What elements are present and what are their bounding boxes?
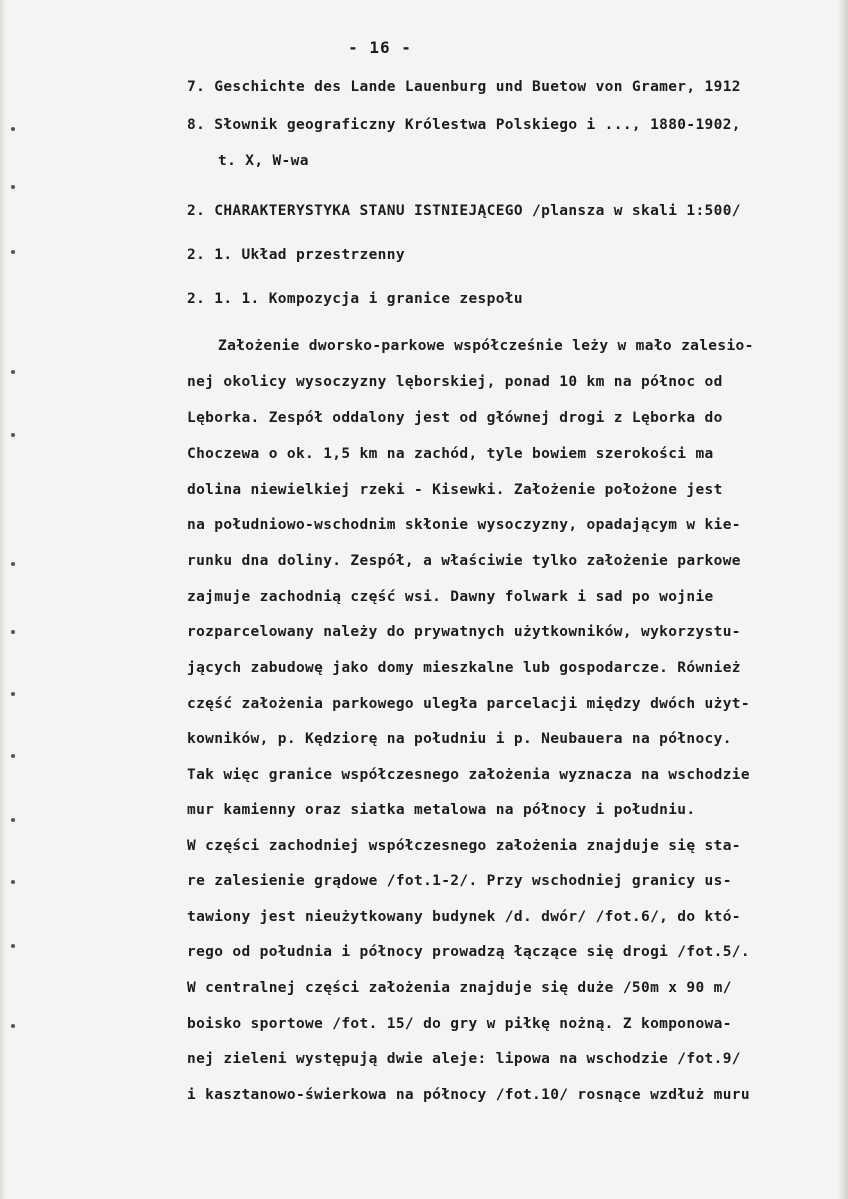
body-text-line: mur kamienny oraz siatka metalowa na północy i południu.: [187, 802, 696, 818]
body-text-line: runku dna doliny. Zespół, a właściwie tylko założenie parkowe: [187, 553, 741, 569]
scan-artifact-dot: [11, 127, 15, 131]
page-number: - 16 -: [348, 38, 412, 57]
scan-artifact-dot: [11, 880, 15, 884]
body-text-line: nej zieleni występują dwie aleje: lipowa na wschodzie /fot.9/: [187, 1051, 741, 1067]
scan-artifact-dot: [11, 185, 15, 189]
body-text-line: boisko sportowe /fot. 15/ do gry w piłkę nożną. Z komponowa-: [187, 1016, 732, 1032]
body-text-line: Założenie dworsko-parkowe współcześnie leży w mało zalesio-: [218, 338, 754, 354]
body-text-line: re zalesienie grądowe /fot.1-2/. Przy wschodniej granicy us-: [187, 873, 732, 889]
body-text-line: rego od południa i północy prowadzą łączące się drogi /fot.5/.: [187, 944, 750, 960]
body-text-line: Choczewa o ok. 1,5 km na zachód, tyle bowiem szerokości ma: [187, 446, 714, 462]
body-text-line: W części zachodniej współczesnego założenia znajduje się sta-: [187, 838, 741, 854]
subsection-heading: 2. 1. Układ przestrzenny: [187, 247, 405, 263]
scan-artifact-dot: [11, 818, 15, 822]
scan-artifact-dot: [11, 944, 15, 948]
body-text-line: kowników, p. Kędziorę na południu i p. Neubauera na północy.: [187, 731, 732, 747]
body-text-line: i kasztanowo-świerkowa na północy /fot.10/ rosnące wzdłuż muru: [187, 1087, 750, 1103]
scan-artifact-dot: [11, 433, 15, 437]
page-left-edge: [0, 0, 6, 1199]
body-text-line: część założenia parkowego uległa parcelacji między dwóch użyt-: [187, 696, 750, 712]
body-text-line: na południowo-wschodnim skłonie wysoczyzny, opadającym w kie-: [187, 517, 741, 533]
section-heading: 2. CHARAKTERYSTYKA STANU ISTNIEJĄCEGO /plansza w skali 1:500/: [187, 203, 741, 219]
scan-artifact-dot: [11, 630, 15, 634]
subsubsection-heading: 2. 1. 1. Kompozycja i granice zespołu: [187, 291, 523, 307]
body-text-line: Lęborka. Zespół oddalony jest od głównej drogi z Lęborka do: [187, 410, 723, 426]
scan-artifact-dot: [11, 1024, 15, 1028]
body-text-line: dolina niewielkiej rzeki - Kisewki. Założenie położone jest: [187, 482, 723, 498]
bibliography-item-7: 7. Geschichte des Lande Lauenburg und Buetow von Gramer, 1912: [187, 79, 741, 95]
body-text-line: nej okolicy wysoczyzny lęborskiej, ponad 10 km na północ od: [187, 374, 723, 390]
body-text-line: W centralnej części założenia znajduje się duże /50m x 90 m/: [187, 980, 732, 996]
scan-artifact-dot: [11, 562, 15, 566]
scan-artifact-dot: [11, 370, 15, 374]
page-right-edge: [838, 0, 848, 1199]
body-text-line: Tak więc granice współczesnego założenia wyznacza na wschodzie: [187, 767, 750, 783]
body-text-line: zajmuje zachodnią część wsi. Dawny folwark i sad po wojnie: [187, 589, 714, 605]
body-text-line: tawiony jest nieużytkowany budynek /d. dwór/ /fot.6/, do któ-: [187, 909, 741, 925]
bibliography-item-8-continued: t. X, W-wa: [218, 153, 309, 169]
body-text-line: rozparcelowany należy do prywatnych użytkowników, wykorzystu-: [187, 624, 741, 640]
scan-artifact-dot: [11, 250, 15, 254]
scan-artifact-dot: [11, 692, 15, 696]
scan-artifact-dot: [11, 754, 15, 758]
bibliography-item-8: 8. Słownik geograficzny Królestwa Polskiego i ..., 1880-1902,: [187, 117, 741, 133]
body-text-line: jących zabudowę jako domy mieszkalne lub gospodarcze. Również: [187, 660, 741, 676]
